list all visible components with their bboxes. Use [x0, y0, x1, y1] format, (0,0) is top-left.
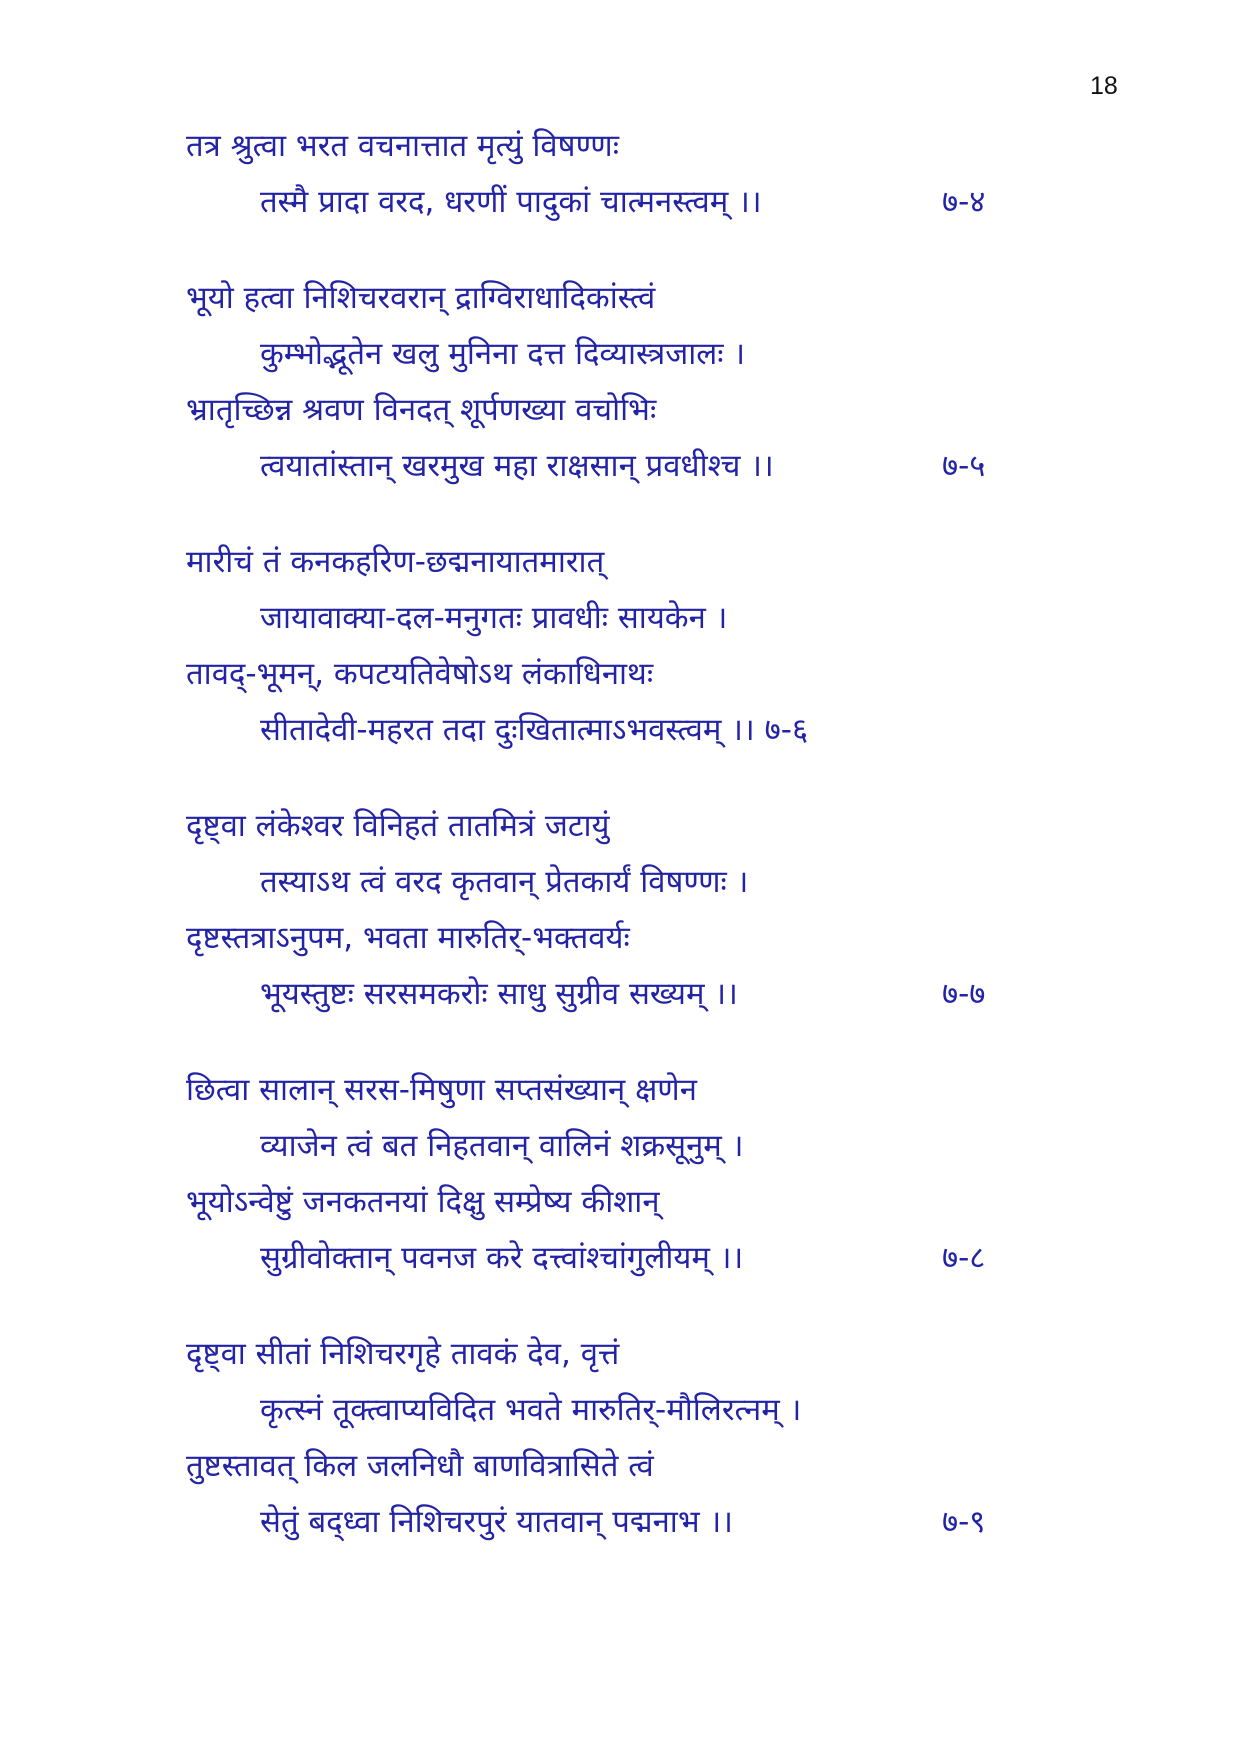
verse-number: ७-४ — [942, 184, 986, 220]
verse-7-8 — [186, 1062, 1086, 1286]
verse-line: सीतादेवी-महरत तदा दुःखितात्माऽभवस्त्वम् ।। ७-६ — [260, 712, 809, 748]
verse-line: भूयोऽन्वेष्टुं जनकतनयां दिक्षु सम्प्रेष्य कीशान् — [186, 1184, 660, 1220]
verse-line: तावद्-भूमन्, कपटयतिवेषोऽथ लंकाधिनाथः — [186, 656, 654, 692]
verse-line: भूयो हत्वा निशिचरवरान् द्राग्विराधादिकांस्त्वं — [186, 280, 656, 316]
verse-line — [186, 1230, 1086, 1286]
verse-line: छित्वा सालान् सरस-मिषुणा सप्तसंख्यान् क्षणेन — [186, 1072, 697, 1108]
verse-line: दृष्ट्वा लंकेश्वर विनिहतं तातमित्रं जटायुं — [186, 808, 610, 844]
verse-7-9 — [186, 1326, 1086, 1550]
verse-7-5 — [186, 270, 1086, 494]
verse-line-text: भूयस्तुष्टः सरसमकरोः साधु सुग्रीव सख्यम् ।। — [260, 976, 738, 1012]
verse-line — [186, 174, 1086, 230]
verse-line — [186, 1494, 1086, 1550]
verse-line: कुम्भोद्भूतेन खलु मुनिना दत्त दिव्यास्त्रजालः । — [260, 336, 746, 372]
verse-line — [186, 966, 1086, 1022]
verse-number: ७-९ — [942, 1504, 986, 1540]
verse-line-text: त्वयातांस्तान् खरमुख महा राक्षसान् प्रवधीश्च ।। — [260, 448, 774, 484]
verse-line: जायावाक्या-दल-मनुगतः प्रावधीः सायकेन । — [260, 600, 728, 636]
verse-number: ७-५ — [942, 448, 986, 484]
verse-line: तत्र श्रुत्वा भरत वचनात्तात मृत्युं विषण्णः — [186, 128, 619, 164]
verse-line — [186, 438, 1086, 494]
verse-list — [186, 118, 1086, 1590]
page-number: 18 — [1090, 72, 1118, 100]
verse-7-6 — [186, 534, 1086, 758]
verse-line: दृष्ट्वा सीतां निशिचरगृहे तावकं देव, वृत्तं — [186, 1336, 620, 1372]
verse-line: कृत्स्नं तूक्त्वाप्यविदित भवते मारुतिर्-मौलिरत्नम् । — [260, 1392, 802, 1428]
verse-line: तस्याऽथ त्वं वरद कृतवान् प्रेतकार्यं विषण्णः । — [260, 864, 749, 900]
verse-7-7 — [186, 798, 1086, 1022]
verse-number: ७-७ — [942, 976, 986, 1012]
verse-line: व्याजेन त्वं बत निहतवान् वालिनं शक्रसूनुम् । — [260, 1128, 744, 1164]
verse-7-4 — [186, 118, 1086, 230]
verse-line-text: सुग्रीवोक्तान् पवनज करे दत्त्वांश्चांगुलीयम् ।। — [260, 1240, 744, 1276]
verse-line-text: तस्मै प्रादा वरद, धरणीं पादुकां चात्मनस्त्वम् ।। — [260, 184, 762, 220]
verse-line: भ्रातृच्छिन्न श्रवण विनदत् शूर्पणख्या वचोभिः — [186, 392, 657, 428]
verse-line: तुष्टस्तावत् किल जलनिधौ बाणवित्रासिते त्वं — [186, 1448, 654, 1484]
verse-line-text: सेतुं बद्ध्वा निशिचरपुरं यातवान् पद्मनाभ ।। — [260, 1504, 733, 1540]
verse-line: दृष्टस्तत्राऽनुपम, भवता मारुतिर्-भक्तवर्यः — [186, 920, 630, 956]
verse-line: मारीचं तं कनकहरिण-छद्मनायातमारात् — [186, 544, 605, 580]
verse-number: ७-८ — [942, 1240, 986, 1276]
